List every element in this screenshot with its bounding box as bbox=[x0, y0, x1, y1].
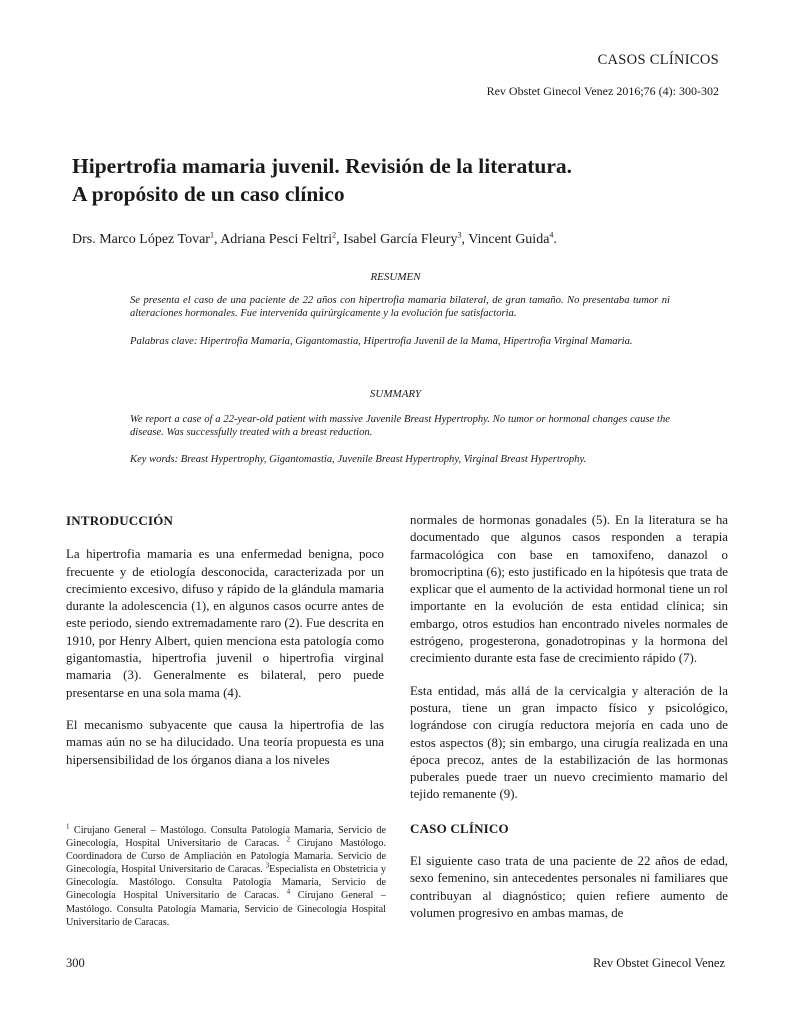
author-separator: , bbox=[336, 232, 344, 247]
title-line-2: A propósito de un caso clínico bbox=[72, 182, 345, 206]
journal-citation: Rev Obstet Ginecol Venez 2016;76 (4): 300-302 bbox=[486, 84, 719, 98]
affiliation-footnotes bbox=[66, 824, 386, 929]
introduccion-heading: INTRODUCCIÓN bbox=[66, 513, 174, 528]
footnote-text: Especialista en Obstetricia y Ginecología. Mastólogo. Consulta Patología Mamaria, Servicio de Ginecología Hospital Universitario de Caracas. bbox=[66, 864, 386, 902]
left-column bbox=[66, 512, 384, 769]
section-label: CASOS CLÍNICOS bbox=[597, 52, 719, 68]
author-separator: , bbox=[461, 232, 469, 247]
author-affiliation-mark: 1 bbox=[209, 230, 214, 240]
title-line-1: Hipertrofia mamaria juvenil. Revisión de la literatura. bbox=[72, 154, 573, 178]
footnote-mark: 1 bbox=[66, 822, 70, 831]
caso-clinico-heading: CASO CLÍNICO bbox=[410, 820, 509, 836]
resumen-heading: RESUMEN bbox=[370, 271, 421, 283]
article-title bbox=[72, 152, 732, 208]
footnote-mark: 3 bbox=[265, 861, 270, 870]
intro-paragraph-2: El mecanismo subyacente que causa la hipertrofia de las mamas aún no se ha dilucidado. Una teoría propuesta es una hipersensibilidad de los órganos diana a los niveles bbox=[66, 717, 384, 767]
right-column bbox=[410, 512, 728, 922]
case-paragraph-1: El siguiente caso trata de una paciente de 22 años de edad, sexo femenino, sin antecedentes personales ni familiares que contribuyan al diagnóstico; quien refiere aumento de volumen progresivo en ambas mamas, de bbox=[410, 854, 728, 920]
author-separator: . bbox=[553, 232, 557, 247]
author-separator: , bbox=[213, 232, 221, 247]
footnote-mark: 4 bbox=[286, 888, 291, 897]
footnote-text: Cirujano General – Mastólogo. Consulta Patología Mamaria, Servicio de Ginecología, Hospital Universitario de Caracas. bbox=[66, 825, 386, 850]
footnote-text: Cirujano General – Mastólogo. Consulta Patología Mamaria, Servicio de Ginecología Hospital Universitario de Caracas. bbox=[66, 890, 387, 928]
right-paragraph-2: Esta entidad, más allá de la cervicalgia y alteración de la postura, tiene un gran impacto físico y psicológico, lográndose con cirugía reductora mejoría en cada uno de estos aspectos (8); sin embargo, una cirugía realizada en una época precoz, antes de la estabilización de las hormonas puberales puede traer un nuevo crecimiento mamario del tejido remanente (9). bbox=[410, 683, 728, 802]
author-name: Adriana Pesci Feltri bbox=[220, 232, 333, 247]
summary-text: We report a case of a 22-year-old patient with massive Juvenile Breast Hypertrophy. No tumor or hormonal changes cause the disease. Was successfully treated with a breast reduction. bbox=[130, 414, 670, 438]
author-affiliation-mark: 3 bbox=[457, 230, 462, 240]
resumen-text: Se presenta el caso de una paciente de 22 años con hipertrofia mamaria bilateral, de gran tamaño. No presentaba tumor ni alteraciones hormonales. Fue intervenida quirúrgicamente y la evolución fue satisfactoria. bbox=[130, 295, 670, 319]
intro-paragraph-1: La hipertrofia mamaria es una enfermedad benigna, poco frecuente y de etiología desconocida, caracterizada por un crecimiento excesivo, difuso y rápido de la glándula mamaria durante la adolescencia (1), en algunos casos ocurre antes de este periodo, siendo extremadamente raro (2). Fue descrita en 1910, por Henry Albert, quien menciona esta patología como gigantomastia, hipertrofia juvenil o hipertrofia virginal mamaria (3). Generalmente es bilateral, pero puede presentarse en una sola mama (4). bbox=[66, 547, 384, 700]
summary-keywords: Key words: Breast Hypertrophy, Gigantomastia, Juvenile Breast Hypertrophy, Virginal Breast Hypertrophy. bbox=[130, 454, 587, 465]
right-paragraph-1: normales de hormonas gonadales (5). En la literatura se ha documentado que algunos casos responden a terapia farmacológica con base en tamoxifeno, danazol o bromocriptina (6); esto justificado en la hipótesis que trata de explicar que el aumento de la actividad hormonal tiene un rol importante en la evolución de esta entidad clínica; sin embargo, otros estudios han encontrado niveles normales de estrógeno, progesterona, gonadotropinas y la hormona del crecimiento durante esta fase de crecimiento rápido (7). bbox=[410, 513, 728, 666]
author-name: Isabel García Fleury bbox=[343, 232, 458, 247]
footnote-text: Cirujano Mastólogo. Coordinadora de Curso de Ampliación en Patología Mamaria. Servicio de Ginecología, Hospital Universitario de Caracas. bbox=[66, 838, 386, 876]
resumen-keywords: Palabras clave: Hipertrofia Mamaria, Gigantomastia, Hipertrofia Juvenil de la Mama, Hipertrofia Virginal Mamaria. bbox=[130, 336, 633, 347]
footer-journal-name: Rev Obstet Ginecol Venez bbox=[592, 956, 725, 970]
page-number: 300 bbox=[66, 956, 85, 970]
author-name: Marco López Tovar bbox=[99, 232, 210, 247]
author-affiliation-mark: 4 bbox=[549, 230, 554, 240]
authors-prefix: Drs. bbox=[72, 232, 100, 247]
footnote-mark: 2 bbox=[286, 835, 291, 844]
author-affiliation-mark: 2 bbox=[332, 230, 337, 240]
author-list bbox=[72, 232, 732, 248]
summary-heading: SUMMARY bbox=[369, 388, 422, 400]
author-name: Vincent Guida bbox=[468, 232, 550, 247]
